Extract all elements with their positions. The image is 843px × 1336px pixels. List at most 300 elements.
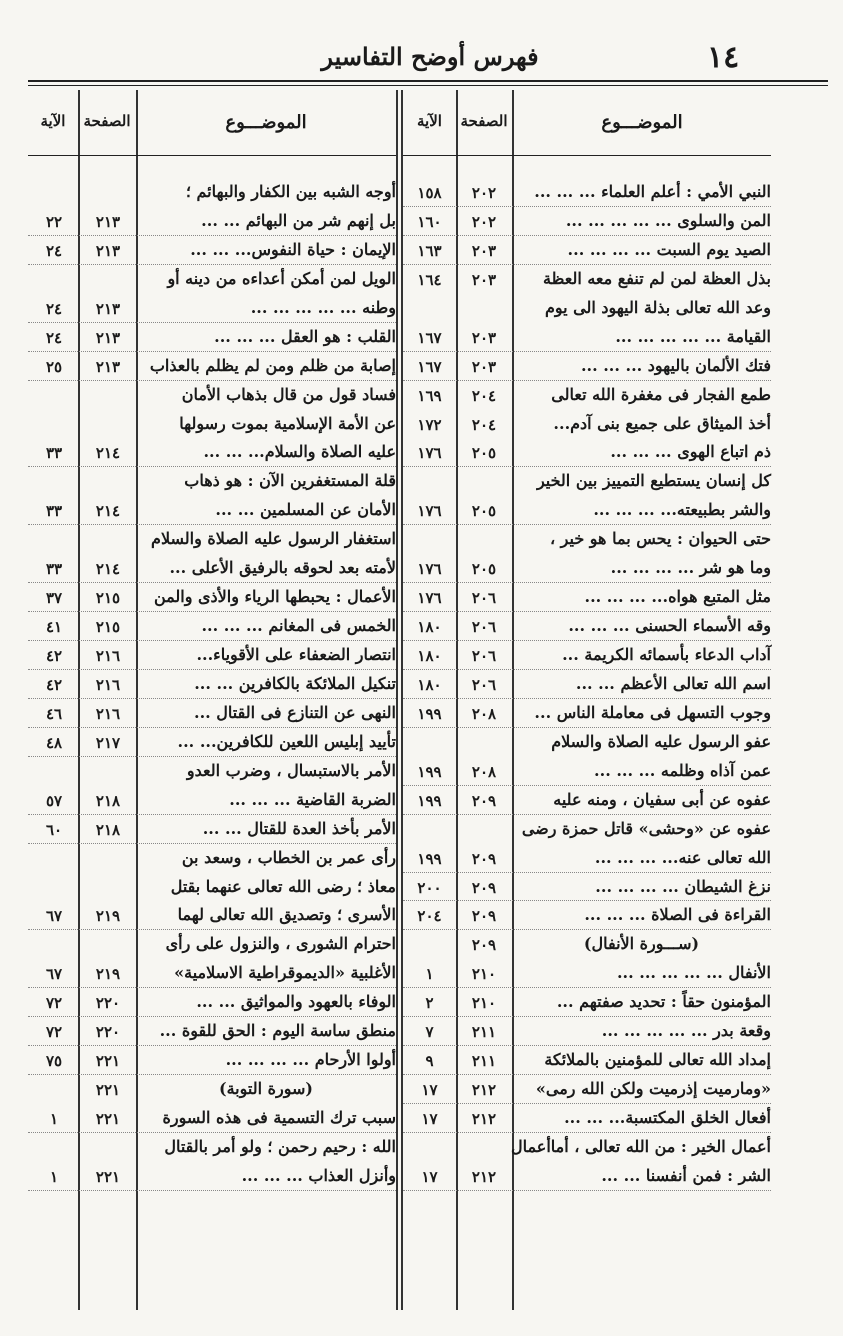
index-verse-number: ٤٦ — [45, 704, 63, 723]
index-verse-number: ١٥٨ — [417, 184, 442, 202]
index-verse-number: ١٧ — [421, 1167, 438, 1186]
index-row — [28, 817, 396, 846]
index-row — [28, 383, 396, 412]
index-row — [403, 296, 771, 325]
row-rule — [403, 1132, 771, 1133]
index-verse-number: ٢٤ — [45, 299, 63, 318]
row-rule — [403, 206, 771, 207]
header-rule — [28, 80, 828, 82]
row-rule — [403, 727, 771, 728]
row-rule — [28, 756, 396, 757]
index-topic: طمع الفجار فى مغفرة الله تعالى — [551, 384, 771, 404]
index-row — [403, 267, 771, 296]
index-topic: الله : رحيم رحمن ؛ ولو أمر بالقتال — [164, 1136, 396, 1156]
row-rule — [28, 582, 396, 583]
index-topic: القراءة فى الصلاة ... ... ... — [584, 905, 771, 925]
surah-heading: (ســـورة الأنفال) — [583, 934, 700, 954]
index-topic: كل إنسان يستطيع التمييز بين الخير — [536, 471, 771, 491]
index-page-number: ٢٠٢ — [471, 212, 497, 231]
row-rule — [28, 987, 396, 988]
colhead-rule-right — [403, 155, 771, 156]
index-page-number: ٢٠٣ — [471, 328, 497, 347]
row-rule — [403, 582, 771, 583]
index-verse-number: ٦٠ — [45, 820, 63, 839]
row-rule — [28, 380, 396, 381]
index-topic: وقه الأسماء الحسنى ... ... ... — [568, 616, 771, 636]
index-page-number: ٢١٦ — [95, 704, 121, 723]
index-page-number: ٢١٤ — [95, 560, 121, 579]
index-row — [28, 325, 396, 354]
index-topic: الضربة القاضية ... ... ... — [229, 789, 396, 809]
index-page-number: ٢٠٦ — [471, 675, 497, 694]
index-row — [28, 1164, 396, 1193]
index-topic: أوجه الشبه بين الكفار والبهائم ؛ — [185, 182, 396, 201]
row-rule — [403, 1074, 771, 1075]
index-page-number: ٢٠٤ — [471, 386, 497, 405]
index-verse-number: ٤٢ — [45, 647, 63, 665]
index-row — [403, 990, 771, 1019]
index-row — [28, 527, 396, 556]
index-topic: الأغلبية «الديموقراطية الاسلامية» — [174, 963, 396, 983]
index-page-number: ٢٠٥ — [471, 560, 497, 579]
index-page-number: ٢٠٩ — [471, 878, 497, 897]
row-rule — [403, 264, 771, 265]
index-page-number: ٢٠٥ — [471, 444, 497, 463]
index-verse-number: ٧٢ — [45, 1023, 63, 1042]
index-row — [28, 846, 396, 875]
index-page-number: ٢٠٩ — [471, 907, 497, 926]
index-verse-number: ٣٣ — [45, 502, 63, 521]
index-verse-number: ٤١ — [45, 618, 63, 637]
index-page-number: ٢٠٩ — [471, 936, 497, 955]
index-topic: اسم الله تعالى الأعظم ... ... — [575, 673, 771, 693]
index-row — [403, 469, 771, 498]
index-verse-number: ١٧٢ — [417, 415, 442, 434]
index-page-number: ٢٠٦ — [471, 589, 497, 608]
index-row — [28, 585, 396, 614]
index-page-number: ٢١٠ — [471, 965, 497, 984]
index-topic: المؤمنون حقاً : تحديد صفتهم ... — [556, 992, 771, 1012]
index-topic: معاذ ؛ رضى الله تعالى عنهما بقتل — [170, 876, 396, 896]
index-row — [403, 354, 771, 383]
index-verse-number: ١٨٠ — [417, 675, 442, 694]
index-row — [28, 1135, 396, 1164]
index-page-number: ٢١٣ — [95, 357, 121, 376]
index-row — [403, 1019, 771, 1048]
index-verse-number: ١٩٩ — [417, 849, 442, 868]
row-rule — [403, 698, 771, 699]
divider-center-1 — [396, 90, 398, 1310]
index-verse-number: ٢ — [425, 994, 434, 1013]
index-topic: ذم اتباع الهوى ... ... ... — [610, 442, 771, 462]
index-verse-number: ١٦٤ — [417, 270, 442, 289]
row-rule — [403, 814, 771, 815]
index-topic: الصيد يوم السبت ... ... ... ... — [567, 239, 771, 259]
index-page-number: ٢١٩ — [95, 965, 121, 984]
index-row — [28, 903, 396, 932]
index-page-number: ٢١٥ — [95, 618, 121, 637]
index-verse-number: ٧٥ — [45, 1052, 63, 1071]
index-topic: الأعمال : يحبطها الرياء والأذى والمن — [153, 587, 396, 607]
index-verse-number: ٣٣ — [45, 560, 63, 579]
row-rule — [28, 640, 396, 641]
index-verse-number: ٣٧ — [45, 589, 63, 608]
index-topic: عفوه عن أبى سفيان ، ومنه عليه — [553, 789, 771, 809]
index-verse-number: ٦٧ — [45, 965, 63, 984]
index-topic: وقعة بدر ... ... ... ... ... — [601, 1021, 771, 1041]
index-verse-number: ١٧ — [421, 1081, 438, 1100]
index-topic: سبب ترك التسمية فى هذه السورة — [162, 1108, 396, 1127]
index-row — [403, 788, 771, 817]
index-row — [28, 701, 396, 730]
index-row — [28, 267, 396, 296]
index-topic: آداب الدعاء بأسمائه الكريمة ... — [562, 645, 771, 664]
row-rule — [403, 611, 771, 612]
index-topic: تأييد إبليس اللعين للكافرين... ... — [177, 731, 396, 751]
index-row — [403, 1077, 771, 1106]
index-topic: فتك الألمان باليهود ... ... ... — [580, 355, 771, 375]
index-row — [403, 961, 771, 990]
index-topic: والشر بطبيعته... ... ... ... — [593, 500, 771, 520]
index-topic: فساد قول من قال بذهاب الأمان — [181, 384, 396, 404]
index-row — [28, 296, 396, 325]
index-page-number: ٢١٨ — [95, 820, 121, 839]
index-page-number: ٢١٢ — [471, 1081, 497, 1100]
row-rule — [28, 1045, 396, 1046]
index-page-number: ٢٠٩ — [471, 849, 497, 868]
index-page-number: ٢١٤ — [95, 502, 121, 521]
row-rule — [28, 264, 396, 265]
index-row — [403, 556, 771, 585]
row-rule — [28, 669, 396, 670]
row-rule — [28, 1016, 396, 1017]
index-page-number: ٢٠٣ — [471, 241, 497, 260]
index-row — [28, 238, 396, 267]
row-rule — [403, 929, 771, 930]
left-verse-header: الآية — [40, 112, 66, 130]
index-verse-number: ٣٣ — [45, 444, 63, 463]
index-row — [403, 412, 771, 441]
index-page-number: ٢١٦ — [95, 675, 121, 694]
index-row — [28, 990, 396, 1019]
row-rule — [403, 1190, 771, 1191]
index-verse-number: ١٦٩ — [417, 386, 442, 405]
index-row — [28, 469, 396, 498]
index-page-number: ٢٢١ — [95, 1167, 121, 1186]
index-page-number: ٢٠٦ — [471, 647, 497, 665]
index-row — [28, 875, 396, 904]
row-rule — [28, 1190, 396, 1191]
index-verse-number: ٢٥ — [45, 357, 63, 376]
index-topic: وطنه ... ... ... ... ... — [250, 297, 396, 317]
index-topic: مثل المتبع هواه... ... ... ... — [584, 587, 771, 607]
index-topic: تنكيل الملائكة بالكافرين ... ... — [194, 673, 396, 693]
index-topic: منطق ساسة اليوم : الحق للقوة ... — [159, 1021, 396, 1041]
index-page-number: ٢١٧ — [95, 733, 121, 752]
index-row — [403, 817, 771, 846]
index-topic: الأسرى ؛ وتصديق الله تعالى لهما — [177, 905, 396, 925]
row-rule — [28, 698, 396, 699]
index-verse-number: ٥٧ — [45, 791, 63, 810]
index-topic: أخذ الميثاق على جميع بنى آدم... — [553, 413, 771, 433]
row-rule — [403, 380, 771, 381]
index-row — [403, 903, 771, 932]
index-topic: القيامة ... ... ... ... ... — [615, 326, 771, 346]
index-verse-number: ١٩٩ — [417, 762, 442, 781]
index-topic: أفعال الخلق المكتسبة... ... ... — [564, 1108, 771, 1127]
index-page-number: ٢٢٠ — [95, 994, 121, 1013]
row-rule — [403, 640, 771, 641]
index-verse-number: ١٩٩ — [417, 704, 442, 723]
left-page-header: الصفحة — [83, 112, 131, 130]
index-row — [28, 643, 396, 672]
index-topic: عفو الرسول عليه الصلاة والسلام — [551, 731, 771, 751]
index-topic: الأمان عن المسلمين ... ... — [215, 500, 396, 520]
index-topic: أولوا الأرحام ... ... ... ... — [225, 1050, 396, 1070]
index-topic: احترام الشورى ، والنزول على رأى — [165, 934, 396, 954]
index-topic: إمداد الله تعالى للمؤمنين بالملائكة — [544, 1050, 771, 1070]
index-topic: النبي الأمي : أعلم العلماء ... ... ... — [534, 182, 771, 201]
row-rule — [403, 1045, 771, 1046]
index-verse-number: ٤٨ — [45, 733, 63, 752]
index-row — [28, 1019, 396, 1048]
index-topic: الوفاء بالعهود والمواثيق ... ... — [196, 992, 396, 1012]
index-verse-number: ١٨٠ — [417, 647, 442, 665]
index-page-number: ٢١٠ — [471, 994, 497, 1013]
index-topic: قلة المستغفرين الآن : هو ذهاب — [184, 471, 396, 491]
row-rule — [403, 235, 771, 236]
index-verse-number: ١ — [49, 1167, 59, 1186]
row-rule — [403, 785, 771, 786]
index-verse-number: ٢٢ — [45, 212, 63, 231]
row-rule — [403, 987, 771, 988]
index-row — [28, 1048, 396, 1077]
index-row — [28, 412, 396, 441]
index-topic: أعمال الخير : من الله تعالى ، أماأعمال — [511, 1136, 771, 1156]
index-verse-number: ١٧٦ — [417, 589, 442, 608]
index-topic: الأنفال ... ... ... ... ... — [616, 963, 771, 983]
index-topic: عفوه عن «وحشى» قاتل حمزة رضى — [521, 818, 771, 838]
row-rule — [28, 1132, 396, 1133]
index-verse-number: ٢٠٠ — [417, 878, 442, 897]
index-row — [403, 932, 771, 961]
index-row — [28, 354, 396, 383]
row-rule — [403, 900, 771, 901]
page-title: فهرس أوضح التفاسير — [321, 42, 539, 71]
row-rule — [28, 235, 396, 236]
index-topic: نزغ الشيطان ... ... ... ... — [595, 876, 771, 896]
index-topic: استغفار الرسول عليه الصلاة والسلام — [151, 529, 396, 549]
index-verse-number: ١٧ — [421, 1110, 438, 1128]
index-row — [403, 383, 771, 412]
index-topic: «ومارميت إذرميت ولكن الله رمى» — [535, 1079, 771, 1099]
index-page-number: ٢٢١ — [95, 1081, 121, 1100]
index-page-number: ٢١٣ — [95, 299, 121, 318]
index-verse-number: ١٦٠ — [417, 212, 442, 231]
row-rule — [403, 466, 771, 467]
index-page-number: ٢٠٤ — [471, 415, 497, 434]
index-row — [403, 325, 771, 354]
index-row — [28, 1077, 396, 1106]
row-rule — [28, 1074, 396, 1075]
index-row — [28, 209, 396, 238]
index-topic: بذل العظة لمن لم تنفع معه العظة — [543, 268, 771, 288]
index-page-number: ٢٠٩ — [471, 791, 497, 810]
row-rule — [28, 843, 396, 844]
index-row — [28, 932, 396, 961]
index-page-number: ٢٢٠ — [95, 1023, 121, 1042]
left-topic-header: الموضـــوع — [225, 112, 307, 133]
index-row — [403, 440, 771, 469]
row-rule — [403, 669, 771, 670]
index-row — [403, 1106, 771, 1135]
row-rule — [28, 929, 396, 930]
left-index-column — [28, 180, 396, 1193]
index-row — [403, 498, 771, 527]
page-number: ١٤ — [707, 40, 740, 75]
index-topic: الويل لمن أمكن أعداءه من دينه أو — [167, 268, 396, 288]
index-page-number: ٢٢١ — [95, 1052, 121, 1071]
index-row — [28, 961, 396, 990]
index-page-number: ٢٠٥ — [471, 502, 497, 521]
index-row — [28, 730, 396, 759]
index-page-number: ٢١٢ — [471, 1167, 497, 1186]
right-index-column — [403, 180, 771, 1193]
row-rule — [403, 524, 771, 525]
index-topic: بل إنهم شر من البهائم ... ... — [201, 210, 396, 230]
index-verse-number: ١٦٣ — [417, 241, 442, 260]
index-row — [403, 701, 771, 730]
index-row — [403, 1164, 771, 1193]
index-row — [403, 585, 771, 614]
index-row — [403, 875, 771, 904]
index-topic: إصابة من ظلم ومن لم يظلم بالعذاب — [149, 355, 396, 375]
index-row — [28, 556, 396, 585]
index-row — [403, 614, 771, 643]
index-row — [28, 180, 396, 209]
row-rule — [28, 727, 396, 728]
index-page-number: ٢١٥ — [95, 589, 121, 608]
index-topic: عن الأمة الإسلامية بموت رسولها — [179, 413, 396, 433]
index-page-number: ٢٠٨ — [471, 704, 497, 723]
index-verse-number: ٤٢ — [45, 675, 63, 694]
right-verse-header: الآية — [417, 112, 442, 130]
index-row — [403, 643, 771, 672]
index-topic: وما هو شر ... ... ... ... — [610, 558, 771, 578]
right-topic-header: الموضـــوع — [601, 112, 683, 133]
index-page-number: ٢١٣ — [95, 241, 121, 260]
index-topic: حتى الحيوان : يحس بما هو خير ، — [549, 529, 771, 549]
index-verse-number: ٦٧ — [45, 907, 63, 926]
index-topic: الأمر بالاستبسال ، وضرب العدو — [186, 760, 396, 780]
index-row — [403, 527, 771, 556]
right-page-header: الصفحة — [460, 112, 508, 130]
index-topic: رأى عمر بن الخطاب ، وسعد بن — [181, 847, 396, 867]
index-row — [403, 1048, 771, 1077]
colhead-rule-left — [28, 155, 396, 156]
row-rule — [403, 351, 771, 352]
index-page-number: ٢٠٨ — [471, 762, 497, 781]
index-verse-number: ١٧٦ — [417, 560, 442, 579]
index-verse-number: ٢٤ — [45, 328, 63, 347]
index-verse-number: ١٧٦ — [417, 444, 442, 463]
row-rule — [28, 814, 396, 815]
row-rule — [28, 611, 396, 612]
index-topic: الشر : فمن أنفسنا ... ... — [601, 1165, 771, 1185]
index-row — [28, 440, 396, 469]
index-verse-number: ٢٤ — [45, 241, 63, 260]
index-verse-number: ١٦٧ — [417, 357, 442, 376]
index-topic: عمن آذاه وظلمه ... ... ... — [594, 760, 771, 780]
index-page-number: ٢١٣ — [95, 212, 121, 231]
index-topic: الإيمان : حياة النفوس... ... ... — [190, 239, 396, 259]
index-row — [403, 209, 771, 238]
index-verse-number: ٧ — [425, 1023, 434, 1042]
row-rule — [28, 466, 396, 467]
row-rule — [28, 351, 396, 352]
surah-heading: (سورة التوبة) — [219, 1079, 313, 1099]
index-verse-number: ٢٠٤ — [417, 907, 442, 926]
row-rule — [28, 524, 396, 525]
index-topic: لأمته بعد لحوقه بالرفيق الأعلى ... — [169, 558, 396, 578]
index-topic: وأنزل العذاب ... ... ... — [241, 1165, 396, 1185]
index-verse-number: ١٧٦ — [417, 502, 442, 521]
index-verse-number: ١ — [425, 965, 434, 984]
index-row — [28, 1106, 396, 1135]
row-rule — [403, 1103, 771, 1104]
index-page-number: ٢١٨ — [95, 791, 121, 810]
index-topic: الأمر بأخذ العدة للقتال ... ... — [202, 818, 396, 838]
header-rule-thin — [28, 85, 828, 86]
index-page-number: ٢٠٣ — [471, 270, 497, 289]
index-topic: الخمس فى المغانم ... ... ... — [201, 616, 396, 636]
index-page-number: ٢١٣ — [95, 328, 121, 347]
index-row — [28, 759, 396, 788]
row-rule — [28, 322, 396, 323]
index-row — [403, 180, 771, 209]
index-row — [28, 672, 396, 701]
index-topic: وجوب التسهل فى معاملة الناس ... — [534, 702, 771, 722]
index-topic: النهى عن التنازع فى القتال ... — [194, 702, 396, 722]
index-row — [403, 759, 771, 788]
index-topic: انتصار الضعفاء على الأقوياء... — [196, 645, 396, 664]
index-verse-number: ١٩٩ — [417, 791, 442, 810]
index-row — [403, 1135, 771, 1164]
index-verse-number: ١٦٧ — [417, 328, 442, 347]
index-page-number: ٢٠٦ — [471, 618, 497, 637]
index-row — [403, 846, 771, 875]
index-row — [403, 238, 771, 267]
index-row — [403, 730, 771, 759]
index-verse-number: ١٨٠ — [417, 618, 442, 637]
index-page-number: ٢١٤ — [95, 444, 121, 463]
index-verse-number: ١ — [49, 1110, 59, 1128]
index-verse-number: ٩ — [425, 1052, 434, 1071]
index-page-number: ٢٢١ — [95, 1110, 121, 1128]
index-page-number: ٢١٢ — [471, 1110, 497, 1128]
index-row — [28, 614, 396, 643]
index-page-number: ٢١١ — [471, 1023, 497, 1042]
index-row — [28, 788, 396, 817]
index-topic: عليه الصلاة والسلام... ... ... — [203, 442, 396, 462]
index-page-number: ٢١١ — [471, 1052, 497, 1071]
index-topic: المن والسلوى ... ... ... ... ... — [565, 210, 771, 230]
index-verse-number: ٧٢ — [45, 994, 63, 1013]
index-page-number: ٢١٦ — [95, 647, 121, 665]
index-topic: وعد الله تعالى بذلة اليهود الى يوم — [544, 297, 771, 317]
index-topic: الله تعالى عنه... ... ... ... — [594, 847, 771, 867]
row-rule — [403, 1016, 771, 1017]
